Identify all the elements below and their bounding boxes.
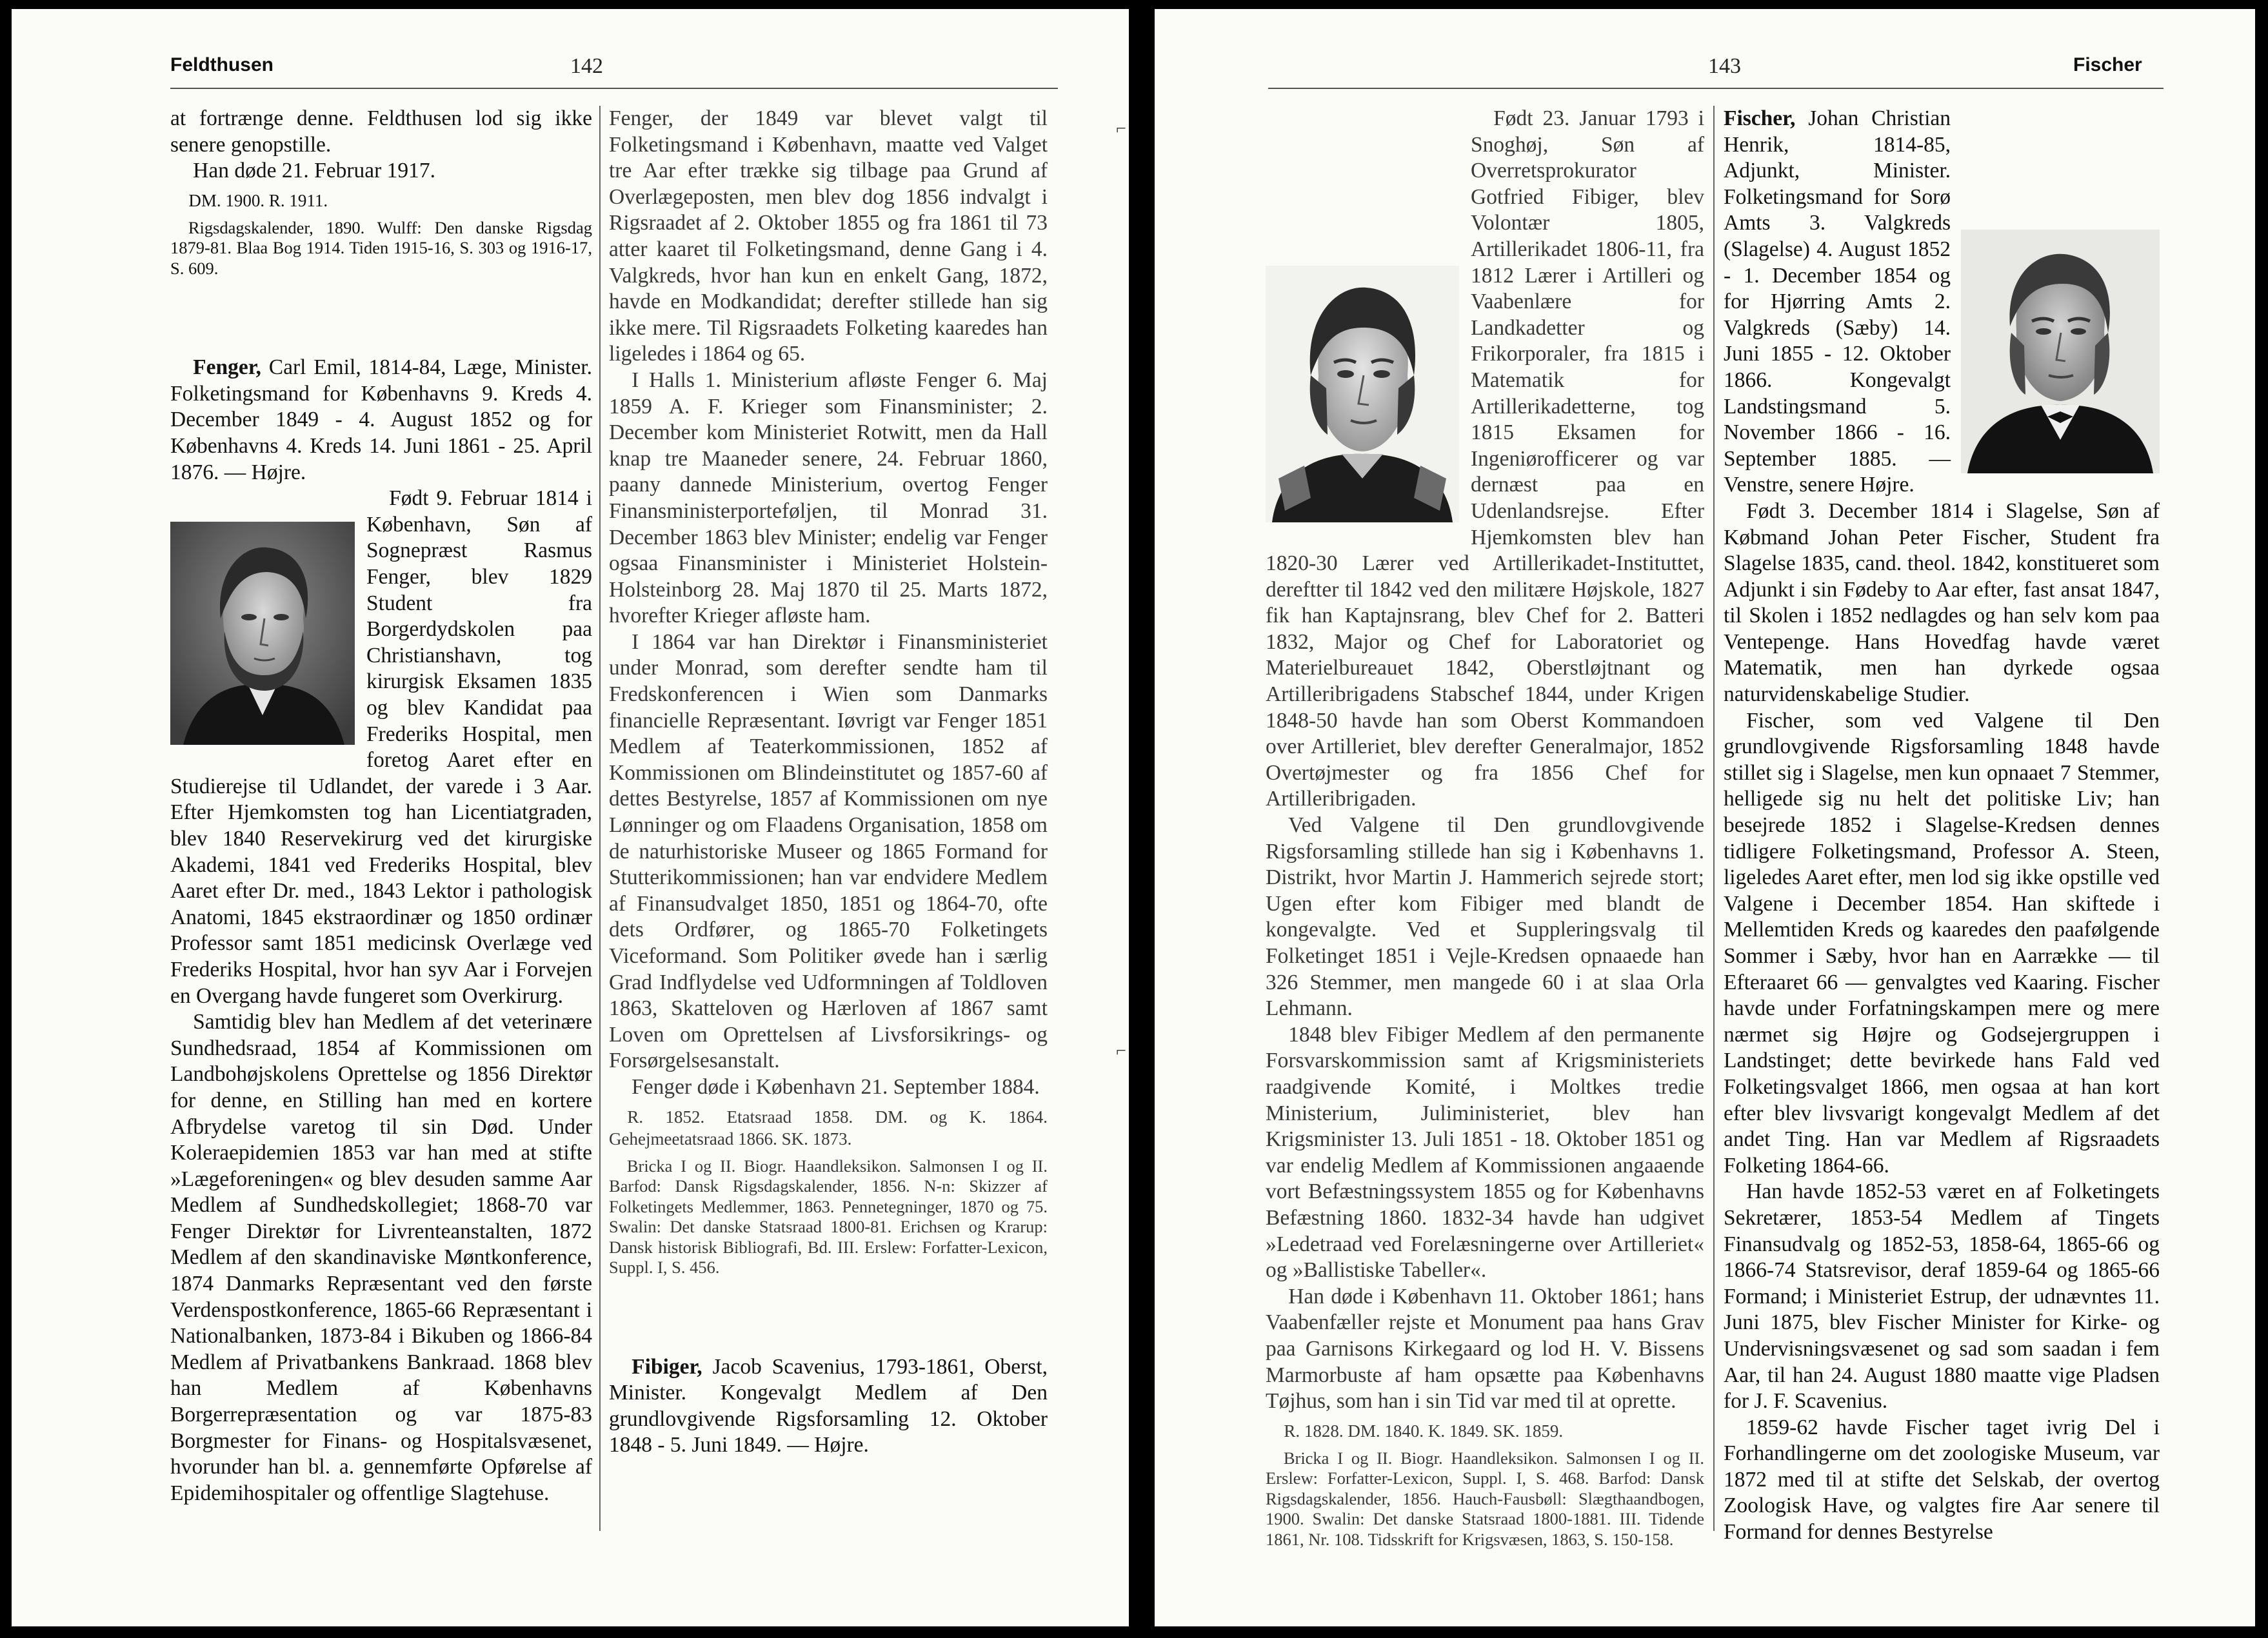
right-page [1155,9,2255,1626]
paragraph: at fortrænge denne. Feldthusen lod sig ikke senere genopstille. [170,106,592,157]
edge-mark: ⌐ [1116,1041,1126,1061]
paragraph: Født 9. Februar 1814 i København, Søn af Sognepræst Rasmus Fenger, blev 1829 Student fra Borgerdydskolen paa Christianshavn, tog kirurgisk Eksamen 1835 og blev Kandidat paa Frederiks Hospital, men foretog Aaret efter en Studierejse til Udlandet, der varede i 3 Aar. Efter Hjemkomsten tog han Licentiatgraden, blev 1840 Reservekirurg ved det kirurgiske Akademi, 1841 ved Frederiks Hospital, blev Aaret efter Dr. med., 1843 Lektor i pathologisk Anatomi, 1845 ekstraordinær og 1850 ordinær Professor samt 1851 medicinsk Overlæge ved Frederiks Hospital, hvor han syv Aar i Forvejen en Overgang havde fungeret som Overkirurg. [170,486,592,1008]
column-rule [1713,106,1715,1531]
portrait-fenger [170,522,355,745]
entry-heading-fenger [170,355,592,486]
paragraph: Han døde 21. Februar 1917. [193,159,436,183]
left-column-1 [170,106,592,1506]
running-head-name: Feldthusen [170,54,274,75]
paragraph: Født 23. Januar 1793 i Snoghøj, Søn af Overretsprokurator Gotfried Fibiger, blev Volontær 1805, Artillerikadet 1806-11, fra 1812 Lærer i Artilleri og Vaabenlære for Landkadetter og Frikorporaler, fra 1815 i Matematik for Artillerikadetterne, tog 1815 Eksamen for Ingeniørofficerer og var dernæst paa en Udenlandsrejse. Efter Hjemkomsten blev han 1820-30 Lærer ved Artillerikadet-Instituttet, dereftter til 1842 ved den militære Højskole, 1827 fik han Kaptajnsrang, blev Chef for 2. Batteri 1832, Major og Chef for Laboratoriet og Materielbureauet 1842, Oberstløjtnant og Artilleribrigadens Stabschef 1844, under Krigen 1848-50 havde han som Oberst Kommandoen over Artilleriet, blev derefter Generalmajor, 1852 Overtøjmester og fra 1856 Chef for Artilleribrigaden. [1266,106,1704,811]
paragraph: I Halls 1. Ministerium afløste Fenger 6. Maj 1859 A. F. Krieger som Finansminister; 2. December kom Ministeriet Rotwitt, men da Hall knap tre Maaneder senere, 24. Februar 1860, paany dannede Ministerium, overtog Fenger Finansministerporteføljen, til Monrad 31. December 1863 blev Minister; endelig var Fenger ogsaa Finansminister i Ministeriet Holstein-Holsteinborg 28. Maj 1870 til 25. Marts 1872, hvorefter Krieger afløste ham. [609,368,1048,628]
portrait-fibiger [1266,266,1459,522]
header-rule [170,88,1058,89]
edge-mark: ⌐ [1116,119,1126,139]
sources: Bricka I og II. Biogr. Haandleksikon. Salmonsen I og II. Erslew: Forfatter-Lexicon, Suppl. I, S. 468. Barfod: Dansk Rigsdagskalender, 1856. Hauch-Fausbøll: Slægthaandbogen, 1900. Swalin: Det danske Statsraad 1800-1881. III. Tidende 1861, Nr. 108. Tidsskrift for Krigsvæsen, 1863, S. 150-158. [1266,1448,1704,1549]
page-number: 142 [570,54,603,78]
paragraph: 1848 blev Fibiger Medlem af den permanente Forsvarskommission samt af Krigsministeriets raadgivende Komité, i Moltkes tredie Ministerium, Juliministeriet, blev han Krigsminister 13. Juli 1851 - 18. Oktober 1851 og var endelig Medlem af Kommissionen angaaende vort Befæstningssystem 1855 og for Københavns Befæstning 1860. 1832-34 havde han udgivet »Ledetraad ved Forelæsningerne over Artilleriet« og »Ballistiske Tabeller«. [1266,1022,1704,1283]
column-rule [599,106,601,1531]
entry-name: Fischer, [1724,106,1796,130]
honors-line: R. 1828. DM. 1840. K. 1849. SK. 1859. [1284,1421,1564,1441]
right-running-head [1155,49,2255,81]
paragraph: Han døde i København 11. Oktober 1861; hans Vaabenfæller rejste et Monument paa hans Grav paa Garnisons Kirkegaard og lod H. V. Bissens Marmorbuste af ham opsætte paa Københavns Tøjhus, som han i sin Tid var med til at oprette. [1266,1284,1704,1414]
paragraph: Samtidig blev han Medlem af det veterinære Sundhedsraad, 1854 af Kommissionen om Landbohøjskolens Oprettelse og 1856 Direktør for denne, en Stilling han med en kortere Afbrydelse varetog til sin Død. Under Koleraepidemien 1853 var han med at stifte »Lægeforeningen« og blev desuden samme Aar Medlem af Sundhedskollegiet; 1868-70 var Fenger Direktør for Livrenteanstalten, 1872 Medlem af den skandinaviske Møntkonference, 1874 Danmarks Repræsentant ved den første Verdenspostkonference, 1865-66 Repræsentant i Nationalbanken, 1873-84 i Bikuben og 1866-84 Medlem af Privatbankens Bankraad. 1868 blev han Medlem af Københavns Borgerrepræsentation og var 1875-83 Borgmester for Finans- og Hospitalsvæsenet, hvorunder han bl. a. gennemførte Opførelse af Epidemihospitaler og offentlige Slagtehuse. [170,1010,592,1505]
honors-line: DM. 1900. R. 1911. [188,190,328,210]
paragraph: Fenger, der 1849 var blevet valgt til Folketingsmand i København, maatte ved Valget tre Aar efter trække sig tilbage paa Grund af Overlægeposten, men blev dog 1856 indvalgt i Rigsraadet af 2. Oktober 1855 og fra 1861 til 73 atter kaaret til Folketingsmand, denne Gang i 4. Valgkreds, hvor han kun en enkelt Gang, 1872, havde en Modkandidat; derefter stillede han sig ikke mere. Til Rigsraadets Folketing kaaredes han ligeledes i 1864 og 65. [609,106,1048,366]
paragraph: Fischer, som ved Valgene til Den grundlovgivende Rigsforsamling 1848 havde stillet sig i Slagelse, men kun opnaaet 7 Stemmer, helligede sig nu helt det politiske Liv; han besejrede 1852 i Slagelse-Kredsen dennes tidligere Folketingsmand, Professor A. Steen, ligeledes Aaret efter, men lod sig ikke opstille ved Valgene i December 1854. Han skiftede i Mellemtiden Kreds og kaaredes den paafølgende Sommer i Sæby, hvor han en Aarrække — til Efteraaret 66 — genvalgtes ved Kaaring. Fischer havde under Forfatningskampen mere og mere nærmet sig Højre og Godsejergruppen i Landstinget; dette bevirkede hans Fald ved Folketingsvalget 1866, men ogsaa at han kort efter blev livsvarigt kongevalgt Medlem af det andet Ting. Han var Medlem af Rigsraadets Folketing 1864-66. [1724,708,2160,1178]
paragraph: 1859-62 havde Fischer taget ivrig Del i Forhandlingerne om det zoologiske Museum, var 1872 med til at stifte det Selskab, der overtog Zoologisk Have, og valgtes fire Aar senere til Formand for dennes Bestyrelse [1724,1415,2160,1544]
entry-intro: Jacob Scavenius, 1793-1861, Oberst, Minister. Kongevalgt Medlem af Den grundlovgivende Rigsforsamling 12. Oktober 1848 - 5. Juni 1849. — Højre. [609,1354,1048,1457]
entry-heading-fibiger [609,1354,1048,1459]
entry-name: Fenger, [193,355,261,380]
right-column-2 [1724,106,2160,1546]
paragraph: Ved Valgene til Den grundlovgivende Rigsforsamling stillede han sig i Københavns 1. Distrikt, hvor Martin J. Hammerich sejrede stort; Ugen efter kom Fibiger med blandt de kongevalgte. Ved et Suppleringsvalg til Folketinget 1851 i Vejle-Kredsen opnaaede han 326 Stemmer, men mangede 60 i at slaa Orla Lehmann. [1266,813,1704,1021]
right-column-1 [1266,106,1704,1550]
running-head-name: Fischer [2073,54,2142,75]
honors-line: R. 1852. Etatsraad 1858. DM. og K. 1864. Gehejmeetatsraad 1866. SK. 1873. [609,1107,1048,1149]
paragraph: I 1864 var han Direktør i Finansministeriet under Monrad, som derefter sendte ham til Fredskonferencen i Wien som Danmarks financielle Repræsentant. Iøvrigt var Fenger 1851 Medlem af Teaterkommissionen, 1852 af Kommissionen om Blindeinstitutet og 1857-60 af dettes Bestyrelse, 1857 af Kommissionen om nye Lønninger og om Flaadens Organisation, 1858 om de naturhistoriske Museer og 1865 Formand for Stutterikommissionen; han var endvidere Medlem af Finansudvalget 1850, 1851 og 1864-70, ofte dets Ordfører, og 1865-70 Folketingets Viceformand. Som Politiker øvede han i særlig Grad Indflydelse ved Udformningen af Toldloven 1863, Skatteloven og Hærloven af 1867 samt Loven om Oprettelsen af Livsforsikrings- og Forsørgelsesanstalt. [609,629,1048,1073]
paragraph: Født 3. December 1814 i Slagelse, Søn af Købmand Johan Peter Fischer, Student fra Slagelse 1835, cand. theol. 1842, konstitueret som Adjunkt i sin Fødeby to Aar efter, fast ansat 1847, til Skolen i 1852 nedlagdes og han selv kom paa Ventepenge. Hans Hovedfag havde været Matematik, men han dyrkede ogsaa naturvidenskabelige Studier. [1724,498,2160,707]
paragraph: Fenger døde i København 21. September 1884. [632,1074,1040,1099]
page-number: 143 [1708,54,1741,78]
header-rule [1268,88,2164,89]
portrait-fischer [1961,230,2160,473]
entry-intro: Johan Christian Henrik, 1814-85, Adjunkt, Minister. Folketingsmand for Sorø Amts 3. Valgkreds (Slagelse) 4. August 1852 - 1. December 1854 og for Hjørring Amts 2. Valgkreds (Sæby) 14. Juni 1855 - 12. Oktober 1866. Kongevalgt Landstingsmand 5. November 1866 - 16. September 1885. — Venstre, senere Højre. [1724,106,1951,497]
paragraph: Han havde 1852-53 været en af Folketingets Sekretærer, 1853-54 Medlem af Tingets Finansudvalg og 1852-53, 1858-64, 1865-66 og 1866-74 Statsrevisor, deraf 1859-64 og 1865-66 Formand; i Ministeriet Estrup, der udnævntes 11. Juni 1875, blev Fischer Minister for Kirke- og Undervisningsvæsenet og sad som saadan i fem Aar, til han 24. August 1880 maatte vige Pladsen for J. F. Scavenius. [1724,1179,2160,1414]
left-running-head [12,49,1129,81]
left-column-2 [609,106,1048,1459]
left-page [12,9,1129,1626]
sources: Rigsdagskalender, 1890. Wulff: Den danske Rigsdag 1879-81. Blaa Bog 1914. Tiden 1915-16, S. 303 og 1916-17, S. 609. [170,217,592,278]
entry-intro: Carl Emil, 1814-84, Læge, Minister. Folketingsmand for Københavns 9. Kreds 4. December 1849 - 4. August 1852 og for Københavns 4. Kreds 14. Juni 1861 - 25. April 1876. — Højre. [170,355,592,484]
entry-name: Fibiger, [632,1354,702,1379]
sources: Bricka I og II. Biogr. Haandleksikon. Salmonsen I og II. Barfod: Dansk Rigsdagskalender, 1856. N-n: Skizzer af Folketingets Medlemmer, 1863. Pennetegninger, 1870 og 75. Swalin: Det danske Statsraad 1800-81. Erichsen og Krarup: Dansk historisk Bibliografi, Bd. III. Erslew: Forfatter-Lexicon, Suppl. I, S. 456. [609,1156,1048,1278]
